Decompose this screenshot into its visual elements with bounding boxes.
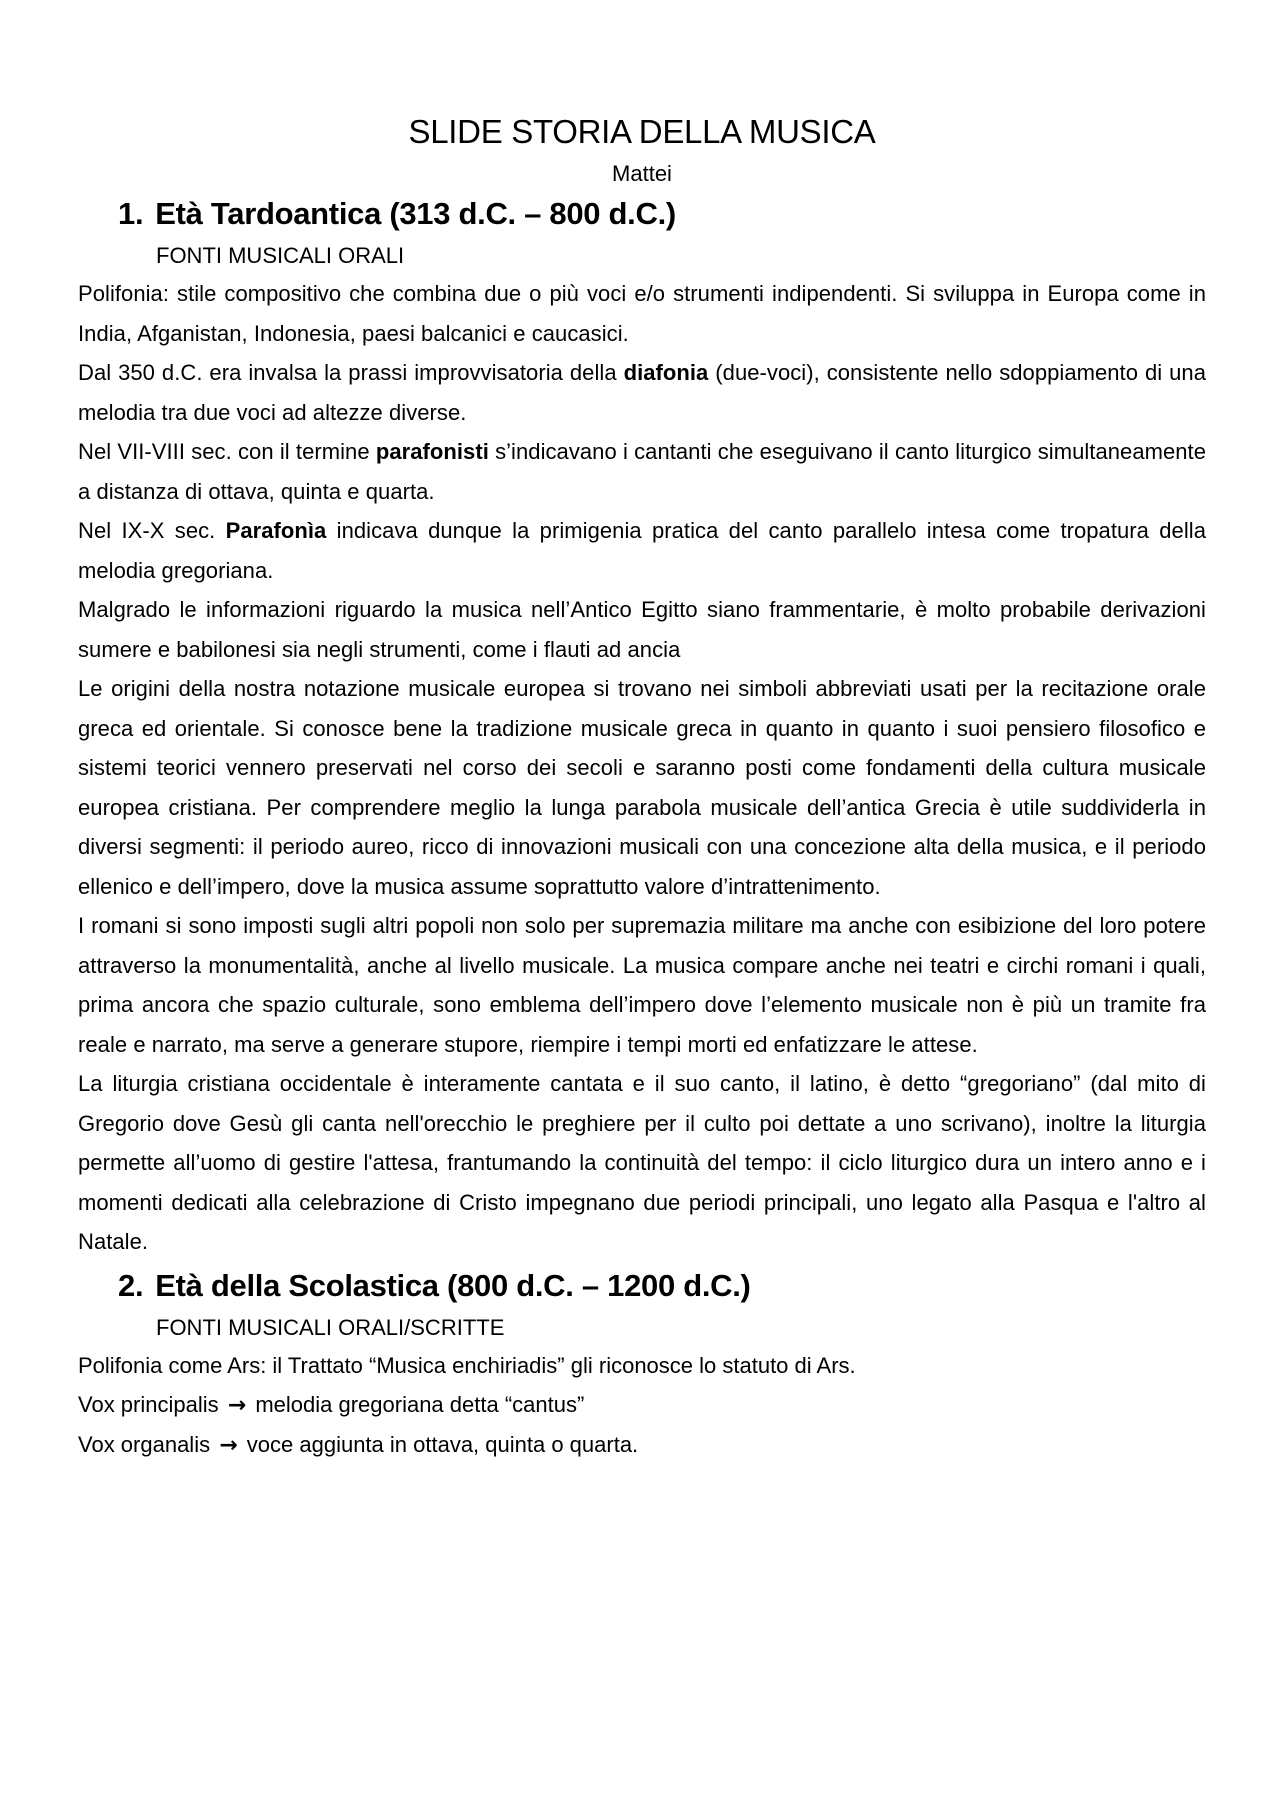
text-run: Dal 350 d.C. era invalsa la prassi improvvisatoria della: [78, 360, 624, 385]
definition-vox-principalis: melodia gregoriana detta “cantus”: [255, 1391, 585, 1417]
section-1-paragraph-parafonisti: [78, 432, 1206, 511]
term-parafonia: Parafonìa: [225, 518, 327, 543]
section-1-subheading: FONTI MUSICALI ORALI: [156, 243, 405, 268]
section-1-paragraph-polifonia: Polifonia: stile compositivo che combina due o più voci e/o strumenti indipendenti. Si sviluppa in Europa come in India, Afganistan, Indonesia, paesi balcanici e caucasici.: [78, 281, 1206, 346]
section-1-paragraph-grecia: Le origini della nostra notazione musicale europea si trovano nei simboli abbreviati usati per la recitazione orale greca ed orientale. Si conosce bene la tradizione musicale greca in quanto in quanto i suoi pensiero filosofico e sistemi teorici vennero preservati nel corso dei secoli e saranno posti come fondamenti della cultura musicale europea cristiana. Per comprendere meglio la lunga parabola musicale dell’antica Grecia è utile suddividerla in diversi segmenti: il periodo aureo, ricco di innovazioni musicali con una concezione alta della musica, e il periodo ellenico e dell’impero, dove la musica assume soprattutto valore d’intrattenimento.: [78, 676, 1206, 899]
section-1-paragraph-parafonia: [78, 511, 1206, 590]
section-1-paragraph-diafonia: [78, 353, 1206, 432]
section-2-heading: [78, 1262, 1206, 1310]
term-vox-principalis: Vox principalis: [78, 1391, 219, 1417]
section-1-paragraph-liturgia: La liturgia cristiana occidentale è interamente cantata e il suo canto, il latino, è detto “gregoriano” (dal mito di Gregorio dove Gesù gli canta nell'orecchio le preghiere per il culto poi dettate a uno scrivano), inoltre la liturgia permette all’uomo di gestire l'attesa, frantumando la continuità del tempo: il ciclo liturgico dura un intero anno e i momenti dedicati alla celebrazione di Cristo impegnano due periodi principali, uno legato alla Pasqua e l'altro al Natale.: [78, 1071, 1206, 1254]
arrow-right-icon: →: [219, 1432, 238, 1458]
text-run: Nel IX-X sec.: [78, 518, 226, 543]
section-2-line-vox-organalis: [78, 1425, 1206, 1465]
text-run: Nel VII-VIII sec. con il termine: [78, 439, 376, 464]
definition-vox-organalis: voce aggiunta in ottava, quinta o quarta.: [246, 1431, 639, 1457]
section-1-heading: [78, 190, 1206, 238]
section-2-title: Età della Scolastica (800 d.C. – 1200 d.C.): [155, 1267, 751, 1303]
section-2-number: 2.: [118, 1267, 144, 1303]
term-diafonia: diafonia: [623, 360, 709, 385]
section-1-number: 1.: [118, 196, 144, 231]
text-run: (due-voci), consistente nello sdoppiamento di una melodia tra due voci ad altezze diverse.: [78, 360, 1206, 425]
section-1-title: Età Tardoantica (313 d.C. – 800 d.C.): [155, 196, 676, 231]
term-vox-organalis: Vox organalis: [78, 1431, 211, 1457]
section-2-paragraph-ars: Polifonia come Ars: il Trattato “Musica enchiriadis” gli riconosce lo statuto di Ars.: [78, 1352, 856, 1378]
arrow-right-icon: →: [227, 1392, 247, 1418]
document-title: SLIDE STORIA DELLA MUSICA: [408, 113, 876, 150]
text-run: indicava dunque la primigenia pratica del canto parallelo intesa come tropatura della melodia gregoriana.: [78, 518, 1206, 583]
text-run: s’indicavano i cantanti che eseguivano il canto liturgico simultaneamente a distanza di ottava, quinta e quarta.: [78, 439, 1206, 504]
section-2-line-vox-principalis: [78, 1385, 1206, 1425]
section-1-paragraph-romani: I romani si sono imposti sugli altri popoli non solo per supremazia militare ma anche con esibizione del loro potere attraverso la monumentalità, anche al livello musicale. La musica compare anche nei teatri e circhi romani i quali, prima ancora che spazio culturale, sono emblema dell’impero dove l’elemento musicale non è più un tramite fra reale e narrato, ma serve a generare stupore, riempire i tempi morti ed enfatizzare le attese.: [78, 913, 1206, 1057]
section-1-paragraph-egitto: Malgrado le informazioni riguardo la musica nell’Antico Egitto siano frammentarie, è molto probabile derivazioni sumere e babilonesi sia negli strumenti, come i flauti ad ancia: [78, 597, 1206, 662]
document-author: Mattei: [612, 161, 672, 186]
section-2-subheading: FONTI MUSICALI ORALI/SCRITTE: [156, 1314, 505, 1340]
page-content: [78, 106, 1206, 1465]
term-parafonisti: parafonisti: [375, 439, 489, 464]
